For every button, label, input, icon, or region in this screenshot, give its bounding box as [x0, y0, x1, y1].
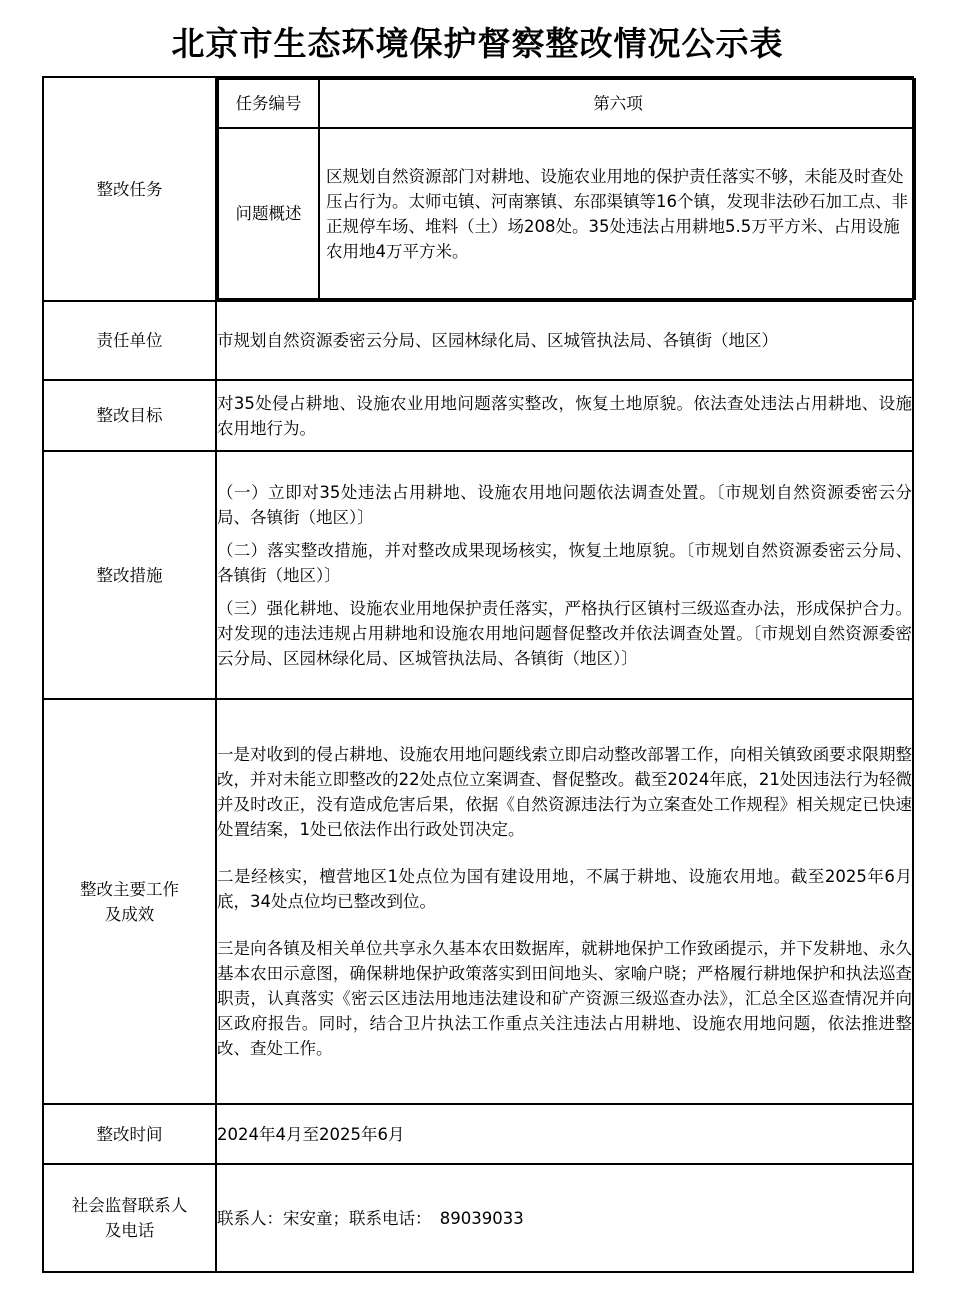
result-item: 一是对收到的侵占耕地、设施农用地问题线索立即启动整改部署工作，向相关镇致函要求限期整改，并对未能立即整改的22处点位立案调查、督促整改。截至2024年底，21处因违法行为轻微并及时改正，没有造成危害后果，依据《自然资源违法行为立案查处工作规程》相关规定已快速处置结案，1处已依法作出行政处罚决定。 — [217, 745, 912, 839]
time-label: 整改时间 — [43, 1104, 216, 1164]
contact-label — [43, 1164, 216, 1272]
results-cell — [216, 699, 913, 1104]
measure-item: （三）强化耕地、设施农业用地保护责任落实，严格执行区镇村三级巡查办法，形成保护合力。对发现的违法违规占用耕地和设施农用地问题督促整改并依法调查处置。〔市规划自然资源委密云分局、区园林绿化局、区城管执法局、各镇街（地区）〕 — [217, 598, 912, 668]
result-item: 三是向各镇及相关单位共享永久基本农田数据库，就耕地保护工作致函提示，并下发耕地、永久基本农田示意图，确保耕地保护政策落实到田间地头、家喻户晓；严格履行耕地保护和执法巡查职责，认真落实《密云区违法用地违法建设和矿产资源三级巡查办法》，汇总全区巡查情况并向区政府报告。同时，结合卫片执法工作重点关注违法占用耕地、设施农用地问题，依法推进整改、查处工作。 — [217, 939, 912, 1058]
measure-item: （二）落实整改措施，并对整改成果现场核实，恢复土地原貌。〔市规划自然资源委密云分局、各镇街（地区）〕 — [217, 540, 912, 585]
results-label-line2: 及成效 — [104, 904, 155, 924]
measures-cell — [216, 451, 913, 699]
responsible-value: 市规划自然资源委密云分局、区园林绿化局、区城管执法局、各镇街（地区） — [216, 301, 913, 380]
measures-row — [43, 451, 913, 699]
page-title: 北京市生态环境保护督察整改情况公示表 — [171, 24, 784, 63]
result-item: 二是经核实，檀营地区1处点位为国有建设用地，不属于耕地、设施农用地。截至2025年6月底，34处点位均已整改到位。 — [217, 867, 912, 911]
measure-item: （一）立即对35处违法占用耕地、设施农用地问题依法调查处置。〔市规划自然资源委密云分局、各镇街（地区）〕 — [217, 482, 912, 527]
contact-value: 联系人：宋安童；联系电话： 89039033 — [216, 1164, 913, 1272]
measures-label: 整改措施 — [43, 451, 216, 699]
rectification-table — [42, 76, 914, 1273]
task-summary-value: 区规划自然资源部门对耕地、设施农业用地的保护责任落实不够，未能及时查处压占行为。太师屯镇、河南寨镇、东邵渠镇等16个镇，发现非法砂石加工点、非正规停车场、堆料（土）场208处。35处违法占用耕地5.5万平方米、占用设施农用地4万平方米。 — [319, 128, 915, 299]
task-row — [43, 77, 913, 301]
task-inner-table — [217, 78, 916, 300]
results-label — [43, 699, 216, 1104]
responsible-label: 责任单位 — [43, 301, 216, 380]
task-label: 整改任务 — [43, 77, 216, 301]
task-number-label: 任务编号 — [218, 79, 319, 128]
time-row — [43, 1104, 913, 1164]
results-label-line1: 整改主要工作 — [80, 879, 179, 899]
contact-label-line2: 及电话 — [104, 1221, 155, 1240]
task-cell — [216, 77, 913, 301]
task-summary-row — [218, 128, 915, 299]
contact-row — [43, 1164, 913, 1272]
goal-value: 对35处侵占耕地、设施农业用地问题落实整改，恢复土地原貌。依法查处违法占用耕地、设施农用地行为。 — [216, 380, 913, 451]
task-summary-label: 问题概述 — [218, 128, 319, 299]
goal-row — [43, 380, 913, 451]
time-value: 2024年4月至2025年6月 — [216, 1104, 913, 1164]
task-number-row — [218, 79, 915, 128]
task-number-value: 第六项 — [319, 79, 915, 128]
contact-label-line1: 社会监督联系人 — [71, 1196, 188, 1215]
responsible-row — [43, 301, 913, 380]
goal-label: 整改目标 — [43, 380, 216, 451]
results-row — [43, 699, 913, 1104]
